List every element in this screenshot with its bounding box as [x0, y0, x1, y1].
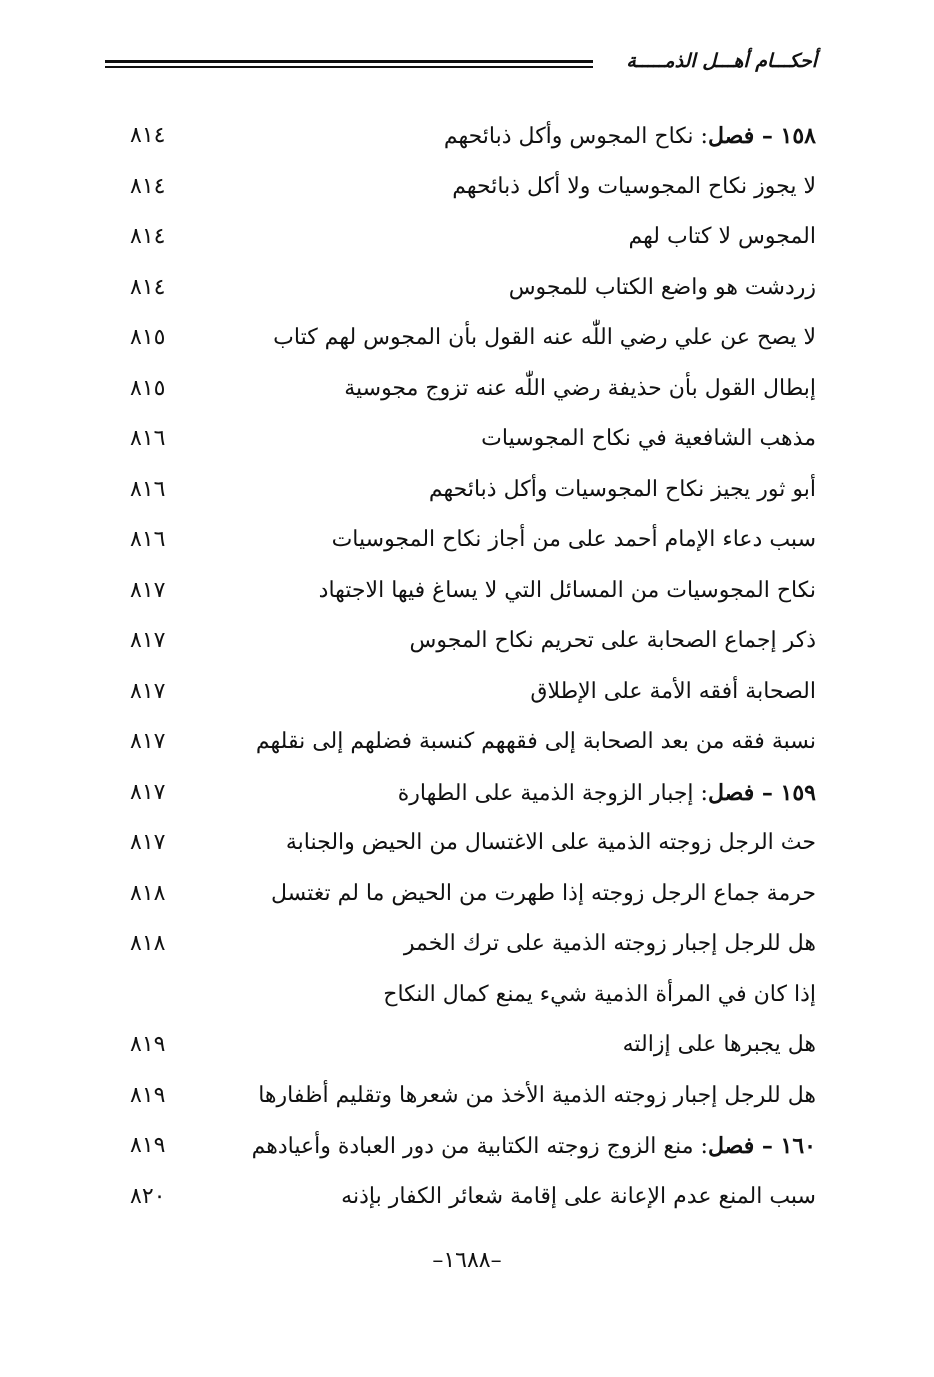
entry-page-number: ٨١٩ — [130, 1032, 166, 1057]
entry-page-number: ٨١٧ — [130, 729, 166, 754]
entry-title — [398, 777, 816, 810]
book-title: أحكـــام أهـــل الذمـــــة — [626, 50, 817, 72]
entry-page-number: ٨١٦ — [130, 476, 166, 502]
entry-page-number: ٨١٩ — [130, 1082, 166, 1108]
entry-title — [332, 524, 816, 556]
entry-page-number: ٨١٤ — [130, 274, 166, 300]
entry-page-number: ٨١٤ — [130, 123, 166, 148]
entry-page-number: ٨١٧ — [130, 577, 166, 603]
entry-text: الصحابة أفقه الأمة على الإطلاق — [530, 678, 816, 704]
entry-text: ذكر إجماع الصحابة على تحريم نكاح المجوس — [409, 628, 816, 653]
entry-text: زردشت هو واضع الكتاب للمجوس — [508, 274, 816, 300]
entry-text: هل للرجل إجبار زوجته الذمية على ترك الخمر — [403, 931, 816, 956]
entry-page-number: ٨١٩ — [130, 1133, 166, 1158]
toc-entry — [130, 213, 816, 264]
entry-title — [258, 1080, 816, 1112]
entry-title — [429, 474, 816, 506]
entry-text: : منع الزوج زوجته الكتابية من دور العبادة وأعيادهم — [251, 1134, 708, 1159]
chapter-dash: – — [754, 779, 781, 806]
entry-title — [341, 1181, 816, 1213]
toc-entry — [130, 163, 816, 214]
entry-page-number: ٨١٥ — [130, 375, 166, 401]
chapter-dash: – — [754, 123, 781, 149]
entry-page-number: ٨١٧ — [130, 779, 166, 805]
section-label: فصل — [707, 779, 755, 806]
entry-title — [256, 726, 816, 758]
entry-text: : نكاح المجوس وأكل ذبائحهم — [443, 124, 708, 149]
entry-page-number: ٨١٧ — [130, 830, 166, 855]
entry-page-number: ٨١٥ — [130, 325, 166, 350]
toc-entry — [130, 567, 816, 618]
header-rule-thin — [105, 66, 593, 68]
entry-text: هل للرجل إجبار زوجته الذمية الأخذ من شعرها وتقليم أظفارها — [258, 1082, 816, 1108]
entry-page-number: ٨١٦ — [130, 527, 166, 552]
section-label: فصل — [707, 123, 755, 149]
toc-entry — [130, 466, 816, 517]
toc-entry — [130, 365, 816, 416]
entry-text: إبطال القول بأن حذيفة رضي اللّٰه عنه تزوج مجوسية — [344, 375, 816, 401]
entry-text: هل يجبرها على إزالته — [622, 1032, 816, 1057]
entry-title — [623, 1029, 816, 1061]
entry-page-number: ٨١٧ — [130, 678, 166, 704]
section-label: فصل — [707, 1133, 755, 1159]
toc-entry — [130, 870, 816, 921]
running-header — [105, 50, 817, 80]
entry-text: سبب دعاء الإمام أحمد على من أجاز نكاح المجوسيات — [331, 527, 816, 552]
header-rule-thick — [105, 60, 593, 63]
entry-title — [404, 928, 816, 960]
toc-entry — [130, 415, 816, 466]
entry-text: : إجبار الزوجة الذمية على الطهارة — [397, 780, 708, 806]
toc-entry — [130, 1072, 816, 1123]
entry-page-number: ٨١٧ — [130, 628, 166, 653]
toc-entry — [130, 314, 816, 365]
entry-page-number: ٨١٦ — [130, 426, 166, 451]
entry-text: سبب المنع عدم الإعانة على إقامة شعائر الكفار بإذنه — [341, 1183, 816, 1209]
entry-page-number: ٨١٤ — [130, 224, 166, 249]
entry-text: أبو ثور يجيز نكاح المجوسيات وأكل ذبائحهم — [428, 476, 816, 502]
entry-page-number: ٨٢٠ — [130, 1183, 166, 1209]
toc-entry — [130, 819, 816, 870]
toc-entry — [130, 1122, 816, 1173]
entry-title — [410, 625, 816, 657]
toc-entry — [130, 112, 816, 163]
toc-entry — [130, 668, 816, 719]
table-of-contents — [130, 112, 816, 1223]
chapter-number: ١٥٨ — [780, 123, 816, 149]
toc-entry — [130, 769, 816, 820]
entry-text: نسبة فقه من بعد الصحابة إلى فقههم كنسبة فضلهم إلى نقلهم — [255, 729, 816, 754]
entry-title — [629, 221, 817, 253]
entry-page-number: ٨١٤ — [130, 173, 166, 199]
chapter-number: ١٥٩ — [780, 779, 816, 806]
entry-text: نكاح المجوسيات من المسائل التي لا يساغ فيها الاجتهاد — [318, 577, 816, 603]
entry-text: لا يصح عن علي رضي اللّٰه عنه القول بأن المجوس لهم كتاب — [273, 325, 816, 350]
entry-title — [481, 423, 816, 455]
toc-entry — [130, 1173, 816, 1224]
entry-title — [252, 1130, 816, 1163]
entry-text: حث الرجل زوجته الذمية على الاغتسال من الحيض والجنابة — [285, 830, 816, 855]
entry-page-number: ٨١٨ — [130, 931, 166, 956]
entry-title — [444, 120, 816, 153]
chapter-dash: – — [754, 1133, 781, 1159]
entry-title — [452, 171, 816, 203]
toc-entry — [130, 920, 816, 971]
toc-entry — [130, 1021, 816, 1072]
entry-text: إذا كان في المرأة الذمية شيء يمنع كمال النكاح — [383, 981, 816, 1007]
entry-title — [530, 676, 816, 708]
entry-text: لا يجوز نكاح المجوسيات ولا أكل ذبائحهم — [452, 173, 816, 199]
entry-title — [273, 322, 816, 354]
toc-entry — [130, 718, 816, 769]
entry-title — [383, 979, 816, 1011]
entry-title — [271, 878, 816, 910]
entry-title — [509, 272, 816, 304]
toc-entry — [130, 617, 816, 668]
entry-text: مذهب الشافعية في نكاح المجوسيات — [481, 426, 816, 451]
toc-entry — [130, 264, 816, 315]
entry-page-number: ٨١٨ — [130, 880, 166, 906]
page-number: –١٦٨٨– — [432, 1248, 502, 1273]
entry-title — [344, 373, 816, 405]
entry-text: المجوس لا كتاب لهم — [628, 224, 816, 249]
toc-entry — [130, 971, 816, 1022]
toc-entry — [130, 516, 816, 567]
entry-text: حرمة جماع الرجل زوجته إذا طهرت من الحيض ما لم تغتسل — [270, 880, 816, 906]
entry-title — [319, 575, 816, 607]
chapter-number: ١٦٠ — [780, 1133, 816, 1159]
entry-title — [286, 827, 816, 859]
